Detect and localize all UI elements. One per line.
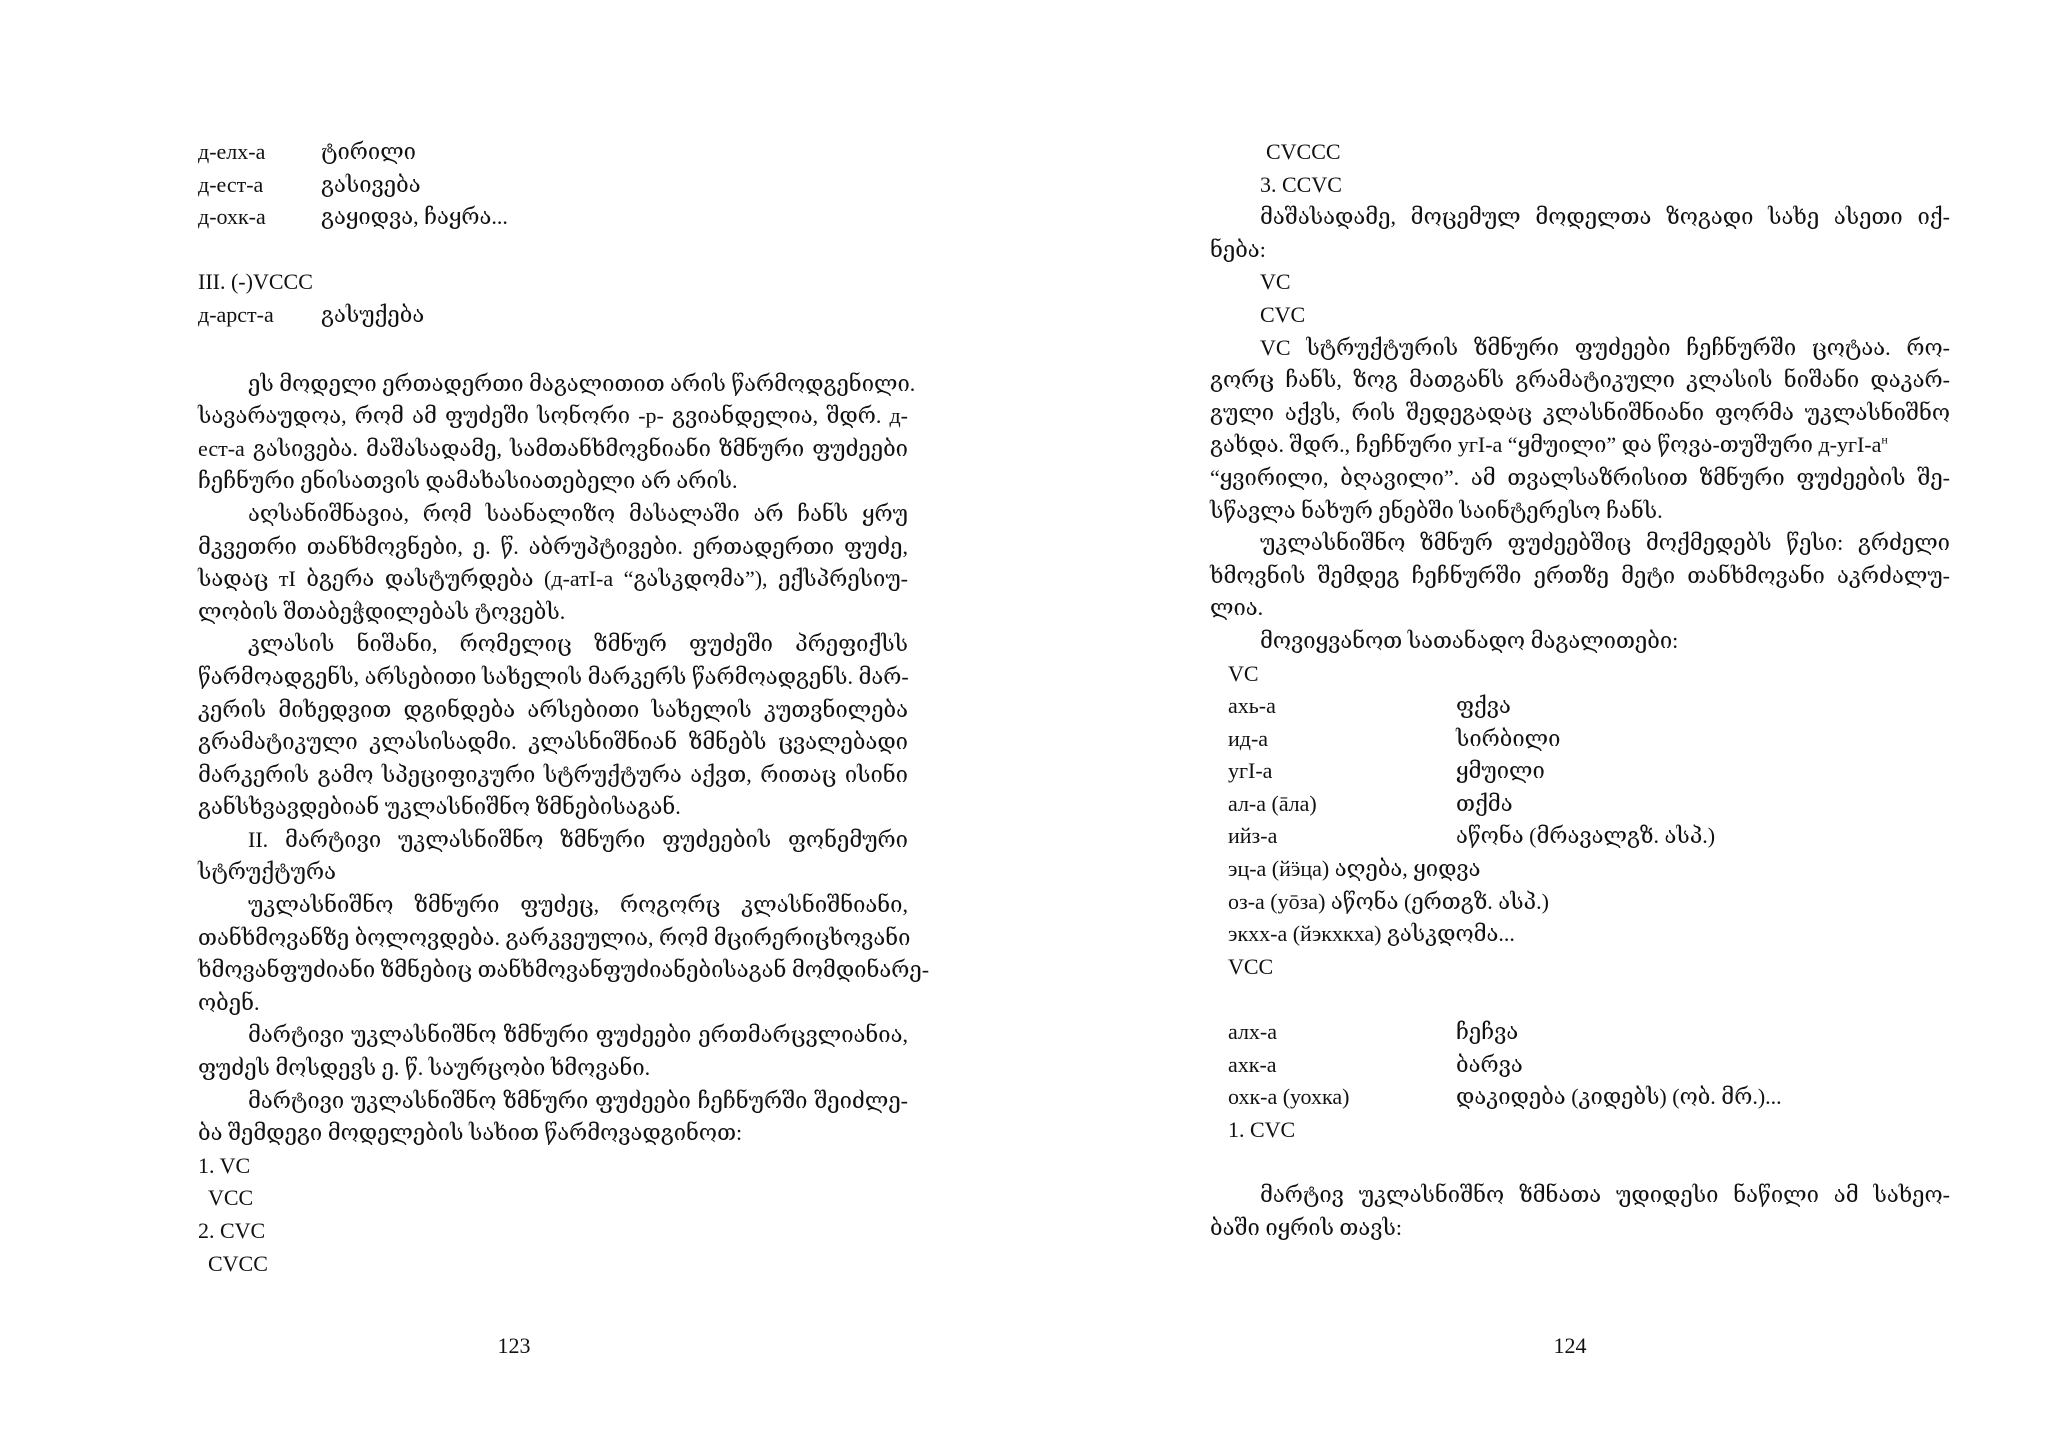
paragraph-line: ლია. (1210, 595, 1264, 621)
right-page-text (1210, 136, 1950, 1244)
paragraph-line: უკლასნიშნო ზმნურ ფუძეებშიც მოქმედებს წესი: გრძელი (1260, 530, 1950, 556)
example-row: оз-а (уōза) აწონა (ერთგზ. ასპ.) (1228, 888, 1549, 914)
paragraph-line: მარკერის გამო სპეციფიკური სტრუქტურა აქვთ, რითაც ისინი (198, 761, 908, 787)
example-row: алх-а ჩეჩვა (1228, 1019, 1519, 1045)
paragraph-line: გრამატიკული კლასისადმი. კლასნიშნიან ზმნებს ცვალებადი (198, 729, 908, 755)
paragraph-line: აღსანიშნავია, რომ საანალიზო მასალაში არ ჩანს ყრუ (248, 500, 908, 526)
right-page (1024, 0, 2048, 1447)
model-item: VCC (208, 1185, 254, 1211)
paragraph-line: ეს მოდელი ერთადერთი მაგალითით არის წარმოდგენილი. (248, 370, 916, 396)
example-row: ал-а (āла) თქმა (1228, 790, 1513, 816)
paragraph-line: ხმოვანფუძიანი ზმნებიც თანხმოვანფუძიანებისაგან მომდინარე- (198, 957, 930, 983)
model-item: CVC (1260, 301, 1306, 327)
paragraph-line: გული აქვს, რის შედეგადაც კლასნიშნიანი ფორმა უკლასნიშნო (1210, 399, 1950, 425)
model-label: 1. CVC (1228, 1116, 1296, 1142)
paragraph-line: სადაც тӀ ბგერა დასტურდება (д-атӀ-а “გასკდომა”), ექსპრესიუ- (198, 566, 908, 592)
paragraph-line: ლობის შთაბეჭდილებას ტოვებს. (198, 598, 566, 624)
paragraph-line: ბაში იყრის თავს: (1210, 1214, 1402, 1240)
paragraph-line: გორც ჩანს, ზოგ მათგანს გრამატიკული კლასის ნიშანი დაკარ- (1210, 367, 1950, 393)
page-number: 124 (1553, 1333, 1587, 1358)
paragraph-line: სწავლა ნახურ ენებში საინტერესო ჩანს. (1210, 497, 1663, 523)
paragraph-line: მარტივი უკლასნიშნო ზმნური ფუძეები ერთმარცვლიანია, (248, 1022, 908, 1048)
example-row: д-охк-а გაყიდვა, ჩაყრა... (198, 204, 508, 230)
example-row: экхх-а (йэкхкха) გასკდომა... (1228, 921, 1515, 947)
example-row: угӀ-а ყმუილი (1228, 758, 1545, 784)
paragraph-line: მკვეთრი თანხმოვნები, ე. წ. აბრუპტივები. ერთადერთი ფუძე, (198, 533, 908, 559)
paragraph-line: ობენ. (198, 989, 260, 1015)
example-row: охк-а (уохка) დაკიდება (კიდებს) (ობ. მრ.)... (1228, 1084, 1782, 1110)
example-row: эц-а (йӭца) აღება, ყიდვა (1228, 856, 1481, 882)
model-item: 3. CCVC (1260, 171, 1342, 197)
model-label: VC (1228, 660, 1259, 686)
paragraph-line: ფუძეს მოსდევს ე. წ. საურცობი ხმოვანი. (198, 1055, 651, 1081)
paragraph-line: კლასის ნიშანი, რომელიც ზმნურ ფუძეში პრეფიქსს (248, 631, 908, 657)
model-item: 1. VC (198, 1152, 251, 1178)
section-heading-ii: სტრუქტურა (198, 859, 336, 885)
left-page-text (198, 136, 930, 1280)
page-number: 123 (497, 1333, 531, 1358)
paragraph-line: ბა შემდეგი მოდელების სახით წარმოვადგინოთ: (198, 1120, 743, 1146)
section-heading-iii: III. (-)VCCC (198, 269, 313, 295)
example-row: д-елх-а ტირილი (198, 139, 416, 164)
model-item: VC (1260, 269, 1291, 295)
paragraph-line: მარტივი უკლასნიშნო ზმნური ფუძეები ჩეჩნურში შეიძლე- (248, 1087, 908, 1113)
example-row: ахь-а ფქვა (1228, 693, 1511, 719)
example-row: ийз-а აწონა (მრავალგზ. ასპ.) (1228, 823, 1716, 849)
paragraph-line: ჩეჩნური ენისათვის დამახასიათებელი არ არის. (198, 468, 738, 494)
paragraph-line: განსხვავდებიან უკლასნიშნო ზმნებისაგან. (198, 794, 681, 820)
paragraph-line: თანხმოვანზე ბოლოვდება. გარკვეულია, რომ მცირერიცხოვანი (198, 924, 911, 950)
example-row: д-ест-а გასივება (198, 171, 421, 197)
section-heading-ii: II. მარტივი უკლასნიშნო ზმნური ფუძეების ფონემური (248, 826, 908, 852)
superscript-mark: н (1881, 433, 1888, 448)
paragraph-line: კერის მიხედვით დგინდება არსებითი სახელის კუთვნილება (198, 696, 908, 722)
model-item: 2. CVC (198, 1218, 266, 1243)
model-label: VCC (1228, 953, 1274, 979)
paragraph-line: ხმოვნის შემდეგ ჩეჩნურში ერთზე მეტი თანხმოვანი აკრძალუ- (1210, 562, 1950, 588)
paragraph-line: VC სტრუქტურის ზმნური ფუძეები ჩეჩნურში ცოტაა. რო- (1260, 334, 1950, 360)
paragraph-line: გახდა. შდრ., ჩეჩნური угӀ-а “ყმუილი” და წოვა-თუშური $д-угӀ-а^н$ (1210, 432, 1888, 458)
paragraph-line: ნება: (1210, 236, 1266, 262)
paragraph-line: მაშასადამე, მოცემულ მოდელთა ზოგადი სახე ასეთი იქ- (1260, 204, 1950, 230)
paragraph-line: მოვიყვანოთ სათანადო მაგალითები: (1260, 627, 1679, 653)
paragraph-line: უკლასნიშნო ზმნური ფუძეც, როგორც კლასნიშნიანი, (248, 892, 908, 918)
example-row: ид-а სირბილი (1228, 725, 1561, 751)
paragraph-line: “ყვირილი, ბღავილი”. ამ თვალსაზრისით ზმნური ფუძეების შე- (1210, 464, 1950, 490)
model-item: CVCC (208, 1250, 268, 1276)
example-row: д-арст-а გასუქება (198, 301, 425, 327)
paragraph-line: მარტივ უკლასნიშნო ზმნათა უდიდესი ნაწილი ამ სახეო- (1260, 1182, 1950, 1207)
paragraph-line: სავარაუდოა, რომ ამ ფუძეში სონორი -р- გვიანდელია, შდრ. д- (198, 403, 908, 429)
paragraph-line: წარმოადგენს, არსებითი სახელის მარკერს წარმოადგენს. მარ- (198, 663, 909, 689)
paragraph-line: ест-а გასივება. მაშასადამე, სამთანხმოვნიანი ზმნური ფუძეები (198, 435, 908, 461)
example-row: ахк-а ბარვა (1228, 1051, 1523, 1077)
model-item: CVCCC (1266, 139, 1341, 164)
